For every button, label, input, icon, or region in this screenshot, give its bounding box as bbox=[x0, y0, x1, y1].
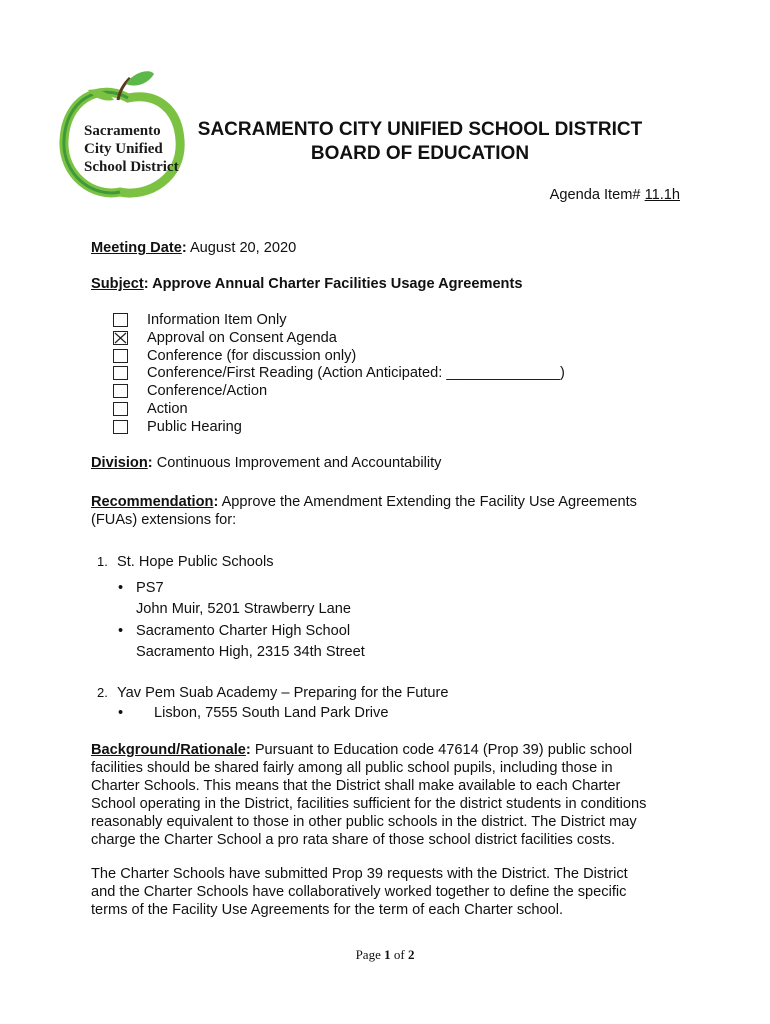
list-item-2-name: Yav Pem Suab Academy – Preparing for the Future bbox=[117, 685, 449, 701]
checkbox-5[interactable] bbox=[113, 384, 128, 398]
logo-line-2: City Unified bbox=[84, 141, 163, 157]
list-number-2: 2. bbox=[97, 685, 108, 700]
background-line-4: School operating in the District, facilities sufficient for the district students in conditions bbox=[91, 796, 647, 812]
sub-item-address: Sacramento High, 2315 34th Street bbox=[136, 644, 365, 660]
checkbox-6[interactable] bbox=[113, 402, 128, 416]
agenda-item-number: 11.1h bbox=[644, 187, 680, 203]
list-item-1-sub-1 bbox=[136, 579, 351, 618]
checkbox-label-4: Conference/First Reading (Action Anticipated: ______________) bbox=[147, 365, 565, 382]
checkbox-2[interactable] bbox=[113, 331, 128, 345]
checkbox-label-1: Information Item Only bbox=[147, 312, 287, 328]
recommendation-label: Recommendation bbox=[91, 494, 214, 510]
checkbox-7[interactable] bbox=[113, 420, 128, 434]
footer-prefix: Page bbox=[355, 947, 381, 962]
logo-line-3: School District bbox=[84, 159, 179, 175]
recommendation-line-2: (FUAs) extensions for: bbox=[91, 512, 237, 528]
recommendation: Recommendation: Approve the Amendment Extending the Facility Use Agreements (FUAs) extensions for: bbox=[91, 493, 681, 529]
list-item-1-sub-2 bbox=[136, 622, 365, 661]
document-title bbox=[160, 118, 680, 166]
checkbox-1[interactable] bbox=[113, 313, 128, 327]
sub-item-title: PS7 bbox=[136, 580, 164, 596]
bullet-icon: • bbox=[118, 705, 124, 721]
division: Division: Continuous Improvement and Accountability bbox=[91, 455, 442, 471]
checkbox-label-7: Public Hearing bbox=[147, 418, 242, 435]
recommendation-line-1: Approve the Amendment Extending the Facility Use Agreements bbox=[221, 494, 637, 510]
agenda-item-label: Agenda Item# bbox=[549, 187, 641, 203]
footer-total-pages: 2 bbox=[407, 947, 415, 962]
background-label: Background/Rationale bbox=[91, 742, 246, 758]
paragraph-line-2: and the Charter Schools have collaboratively worked together to define the specific bbox=[91, 884, 627, 900]
checkbox-label-3: Conference (for discussion only) bbox=[147, 347, 357, 364]
footer-current-page: 1 bbox=[384, 947, 391, 962]
checkbox-label-2: Approval on Consent Agenda bbox=[147, 329, 337, 346]
background-line-6: charge the Charter School a pro rata share of those school district facilities costs. bbox=[91, 832, 616, 848]
background-line-5: reasonably equivalent to those in other public schools in the district. The District may bbox=[91, 814, 637, 830]
checkbox-3[interactable] bbox=[113, 349, 128, 363]
checked-x-icon bbox=[114, 332, 127, 344]
list-item-2-sub-1: Lisbon, 7555 South Land Park Drive bbox=[154, 705, 389, 721]
background-line-3: Charter Schools. This means that the District shall make available to each Charter bbox=[91, 778, 621, 794]
meeting-date: Meeting Date: August 20, 2020 bbox=[91, 240, 297, 256]
background-rationale: Background/Rationale: Pursuant to Education code 47614 (Prop 39) public school facilities should be shared fairly among all public school pupils, including those in Charter Schools. This means that the District shall make available to each Charter School operating in the District, facilities sufficient for the district students in conditions reasonably equivalent to those in other public schools in the district. The District may charge the Charter School a pro rata share of those school district facilities costs. bbox=[91, 741, 681, 849]
title-line-2: BOARD OF EDUCATION bbox=[310, 143, 530, 164]
meeting-date-value: August 20, 2020 bbox=[189, 240, 297, 256]
bullet-icon: • bbox=[118, 580, 124, 596]
checkbox-label-6: Action bbox=[147, 401, 188, 417]
checkbox-4[interactable] bbox=[113, 366, 128, 380]
list-item-1-name: St. Hope Public Schools bbox=[117, 554, 274, 570]
background-line-2: facilities should be shared fairly among all public school pupils, including those in bbox=[91, 760, 613, 776]
subject-label: Subject bbox=[91, 276, 144, 292]
logo-line-1: Sacramento bbox=[84, 123, 161, 139]
checkbox-label-5: Conference/Action bbox=[147, 383, 268, 400]
background-line-1: Pursuant to Education code 47614 (Prop 39) public school bbox=[254, 742, 633, 758]
list-number-1: 1. bbox=[97, 554, 108, 569]
page-footer bbox=[0, 947, 770, 963]
division-label: Division bbox=[91, 455, 148, 471]
meeting-date-label: Meeting Date bbox=[91, 240, 182, 256]
agenda-item bbox=[550, 186, 680, 204]
bullet-icon: • bbox=[118, 623, 124, 639]
sub-item-title: Sacramento Charter High School bbox=[136, 623, 351, 639]
title-line-1: SACRAMENTO CITY UNIFIED SCHOOL DISTRICT bbox=[197, 119, 643, 140]
charter-paragraph bbox=[91, 865, 681, 919]
footer-of: of bbox=[393, 947, 405, 962]
subject-value: Approve Annual Charter Facilities Usage Agreements bbox=[152, 276, 523, 292]
sub-item-address: John Muir, 5201 Strawberry Lane bbox=[136, 601, 351, 617]
paragraph-line-3: terms of the Facility Use Agreements for the term of each Charter school. bbox=[91, 902, 564, 918]
paragraph-line-1: The Charter Schools have submitted Prop 39 requests with the District. The District bbox=[91, 866, 628, 882]
division-value: Continuous Improvement and Accountability bbox=[156, 455, 442, 471]
subject: Subject: Approve Annual Charter Facilities Usage Agreements bbox=[91, 276, 523, 292]
